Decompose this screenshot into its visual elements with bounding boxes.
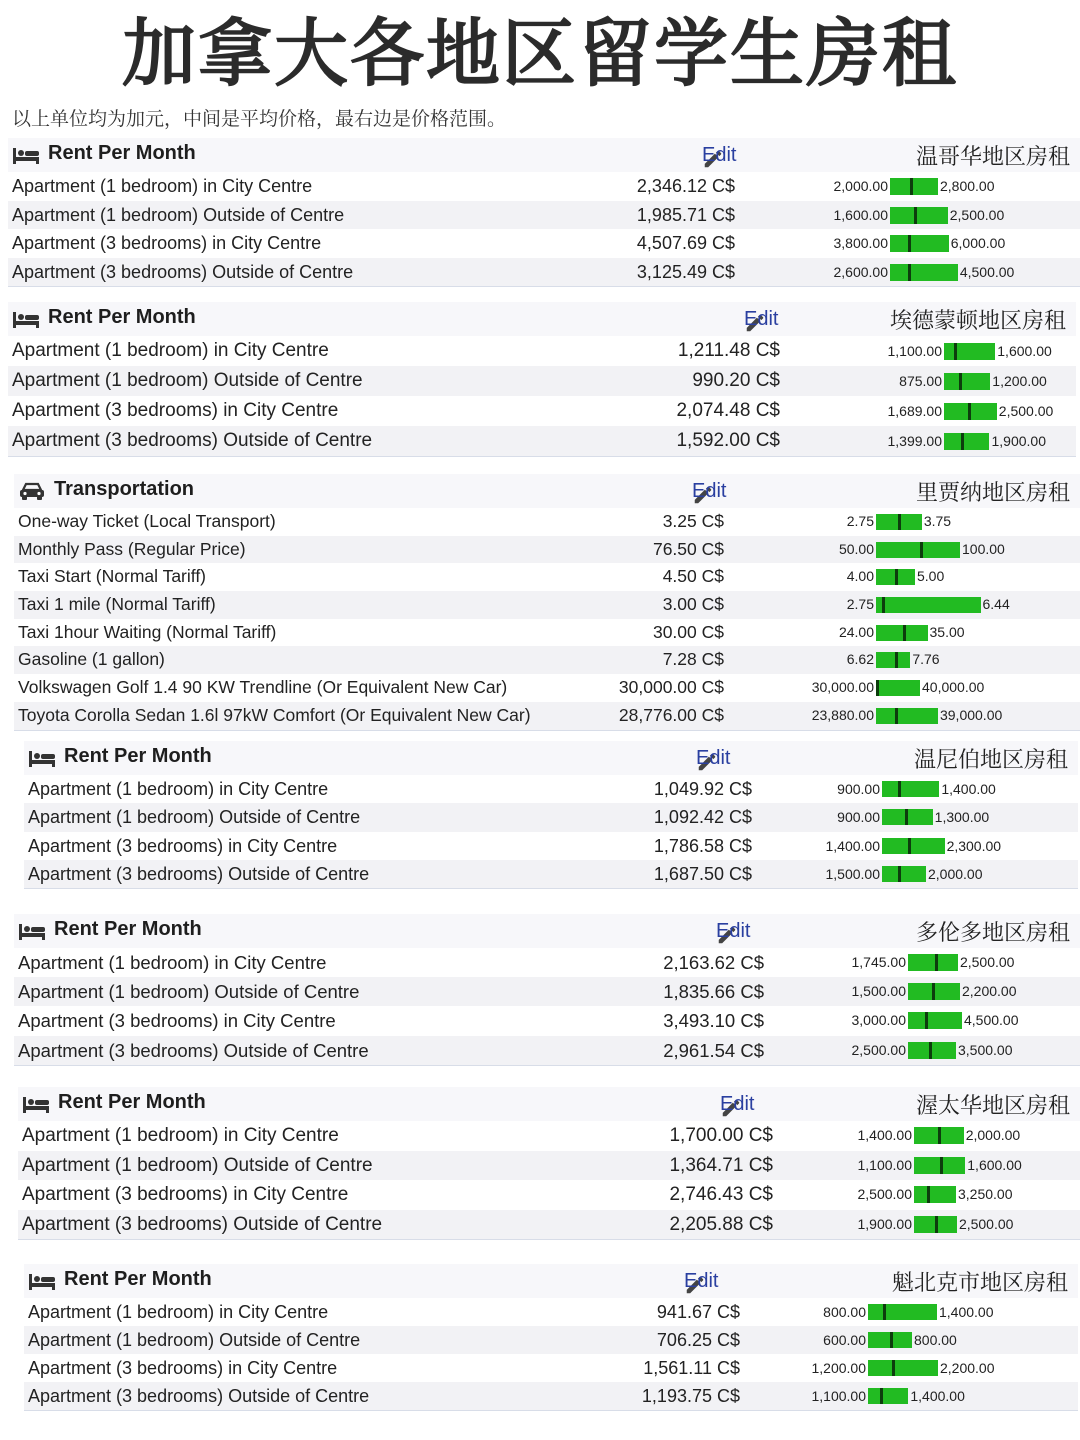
item-price: 3,493.10 C$	[663, 1010, 764, 1032]
section-header	[14, 914, 1080, 948]
item-price: 1,561.11 C$	[643, 1358, 740, 1378]
section-divider	[8, 286, 1080, 287]
item-name: Apartment (1 bedroom) in City Centre	[18, 952, 327, 973]
section-header	[8, 302, 1076, 336]
range-max: 1,400.00	[941, 781, 996, 797]
table-row	[8, 229, 1080, 258]
average-marker	[938, 1127, 941, 1144]
item-price: 76.50 C$	[652, 538, 724, 559]
section-divider	[24, 888, 1078, 889]
table-row	[14, 591, 1080, 619]
bed-icon	[18, 921, 46, 941]
bed-icon	[22, 1094, 50, 1114]
range-min: 1,200.00	[811, 1360, 866, 1376]
item-price: 7.28 C$	[662, 649, 724, 670]
item-price: 1,092.42 C$	[653, 807, 752, 828]
item-name: Taxi 1hour Waiting (Normal Tariff)	[18, 621, 277, 642]
item-name: Apartment (1 bedroom) Outside of Centre	[28, 807, 361, 828]
table-row	[24, 1298, 1078, 1326]
range-max: 1,200.00	[992, 373, 1047, 389]
edit-link[interactable]	[660, 476, 740, 506]
average-marker	[968, 403, 971, 420]
section-divider	[14, 1065, 1080, 1066]
range-bar	[868, 1388, 908, 1404]
range-max: 1,600.00	[997, 343, 1052, 359]
range-bar	[914, 1216, 957, 1233]
section-title: Rent Per Month	[64, 745, 212, 767]
item-name: Apartment (3 bedrooms) in City Centre	[12, 400, 339, 421]
item-price: 30.00 C$	[652, 621, 724, 642]
average-marker	[895, 652, 898, 668]
item-price: 2,346.12 C$	[636, 176, 735, 196]
section-title: Rent Per Month	[48, 306, 196, 328]
edit-link[interactable]	[688, 1089, 768, 1119]
region-label: 埃德蒙顿地区房租	[889, 309, 1066, 334]
item-name: Monthly Pass (Regular Price)	[18, 538, 246, 559]
average-marker	[932, 983, 935, 1000]
range-bar	[890, 264, 958, 281]
section-title: Transportation	[54, 478, 195, 500]
range-min: 1,400.00	[825, 837, 880, 854]
range-bar	[908, 954, 958, 971]
edit-link[interactable]	[670, 140, 750, 170]
table-row	[24, 860, 1078, 888]
average-marker	[898, 866, 901, 882]
range-bar	[876, 597, 981, 613]
bed-icon	[28, 748, 56, 768]
item-name: Apartment (3 bedrooms) in City Centre	[12, 233, 322, 253]
range-min: 3,800.00	[833, 235, 888, 251]
region-label: 魁北克市地区房租	[891, 1271, 1068, 1296]
section-title: Rent Per Month	[58, 1091, 206, 1113]
table-row	[24, 832, 1078, 860]
item-price: 3,125.49 C$	[636, 261, 735, 282]
range-bar	[914, 1186, 956, 1203]
bed-icon	[12, 145, 40, 165]
range-max: 2,200.00	[962, 983, 1017, 1000]
range-max: 1,900.00	[991, 433, 1046, 449]
table-row	[8, 366, 1076, 396]
edit-label: Edit	[744, 308, 779, 330]
item-price: 706.25 C$	[656, 1330, 740, 1350]
range-max: 2,500.00	[998, 403, 1054, 419]
region-label: 渥太华地区房租	[915, 1094, 1070, 1119]
section-divider	[24, 1410, 1078, 1411]
range-bar	[890, 207, 948, 224]
range-bar	[876, 625, 928, 641]
table-row	[14, 1036, 1080, 1065]
section-4	[24, 741, 1078, 888]
edit-label: Edit	[720, 1093, 755, 1115]
average-marker	[908, 838, 911, 854]
range-min: 30,000.00	[811, 679, 874, 696]
range-max: 1,400.00	[910, 1388, 965, 1404]
item-price: 990.20 C$	[692, 370, 780, 391]
range-min: 50.00	[838, 540, 874, 557]
range-min: 900.00	[837, 809, 880, 826]
item-price: 4,507.69 C$	[636, 233, 735, 253]
range-bar	[876, 569, 915, 585]
range-max: 6.44	[982, 596, 1010, 613]
average-marker	[910, 178, 913, 195]
page-subtitle: 以上单位均为加元，中间是平均价格，最右边是价格范围。	[12, 108, 507, 130]
item-name: One-way Ticket (Local Transport)	[18, 511, 276, 531]
range-max: 3,250.00	[958, 1186, 1013, 1202]
range-min: 2,000.00	[833, 178, 888, 194]
average-marker	[892, 1360, 895, 1376]
range-bar	[882, 781, 939, 797]
table-row	[14, 536, 1080, 564]
range-min: 1,100.00	[887, 343, 942, 359]
average-marker	[880, 1388, 883, 1404]
range-bar	[944, 403, 997, 420]
item-name: Apartment (1 bedroom) in City Centre	[12, 176, 313, 196]
bed-icon	[12, 309, 40, 329]
item-name: Apartment (1 bedroom) in City Centre	[28, 779, 329, 799]
average-marker	[954, 343, 957, 360]
range-max: 2,300.00	[946, 837, 1002, 854]
item-name: Toyota Corolla Sedan 1.6l 97kW Comfort (Or Equivalent New Car)	[18, 704, 531, 725]
average-marker	[935, 1216, 938, 1233]
section-title: Rent Per Month	[48, 142, 196, 164]
item-price: 2,961.54 C$	[663, 1039, 764, 1061]
range-max: 2,000.00	[965, 1127, 1021, 1143]
edit-link[interactable]	[652, 1266, 732, 1296]
table-row	[14, 508, 1080, 536]
range-bar	[914, 1127, 964, 1144]
section-2	[8, 302, 1076, 456]
item-name: Apartment (3 bedrooms) Outside of Centre	[18, 1039, 369, 1061]
range-min: 2.75	[846, 513, 874, 529]
average-marker	[898, 781, 901, 797]
item-name: Taxi 1 mile (Normal Tariff)	[18, 594, 216, 615]
range-min: 6.62	[846, 651, 874, 668]
range-max: 2,500.00	[949, 206, 1005, 223]
item-name: Apartment (3 bedrooms) Outside of Centre	[12, 430, 373, 451]
item-name: Apartment (1 bedroom) in City Centre	[22, 1125, 339, 1146]
average-marker	[920, 542, 923, 558]
range-min: 600.00	[823, 1332, 866, 1348]
range-max: 100.00	[962, 540, 1005, 557]
range-min: 24.00	[838, 623, 874, 640]
section-7	[24, 1264, 1078, 1410]
range-min: 2.75	[846, 596, 874, 613]
item-price: 2,074.48 C$	[676, 400, 780, 421]
average-marker	[890, 1332, 893, 1348]
section-header	[8, 138, 1080, 172]
item-price: 3.25 C$	[662, 511, 724, 531]
table-row	[14, 948, 1080, 977]
range-bar	[868, 1332, 912, 1348]
table-row	[18, 1121, 1080, 1151]
range-bar	[876, 542, 960, 558]
item-name: Volkswagen Golf 1.4 90 KW Trendline (Or Equivalent New Car)	[18, 677, 508, 698]
item-price: 1,786.58 C$	[653, 835, 752, 856]
range-bar	[914, 1157, 965, 1174]
average-marker	[882, 597, 885, 613]
table-row	[14, 646, 1080, 674]
region-label: 里贾纳地区房租	[915, 481, 1070, 506]
item-price: 1,985.71 C$	[636, 204, 735, 225]
range-max: 2,500.00	[958, 1215, 1014, 1232]
item-name: Gasoline (1 gallon)	[18, 649, 165, 670]
average-marker	[914, 207, 917, 224]
item-price: 1,049.92 C$	[653, 779, 752, 799]
region-label: 多伦多地区房租	[915, 921, 1070, 946]
range-bar	[944, 433, 989, 450]
car-icon	[18, 481, 46, 501]
section-3	[14, 474, 1080, 730]
range-max: 39,000.00	[939, 706, 1003, 723]
section-1	[8, 138, 1080, 286]
range-max: 35.00	[929, 623, 965, 640]
item-name: Apartment (1 bedroom) in City Centre	[28, 1302, 329, 1322]
item-price: 1,211.48 C$	[677, 340, 780, 361]
item-name: Apartment (3 bedrooms) Outside of Centre	[28, 863, 370, 884]
average-marker	[927, 1186, 930, 1203]
item-price: 1,687.50 C$	[653, 863, 752, 884]
range-max: 3,500.00	[958, 1041, 1013, 1058]
edit-link[interactable]	[712, 304, 792, 334]
item-name: Apartment (3 bedrooms) in City Centre	[28, 835, 338, 856]
table-row	[14, 563, 1080, 591]
range-max: 40,000.00	[922, 679, 985, 696]
item-name: Apartment (1 bedroom) Outside of Centre	[28, 1330, 361, 1350]
edit-label: Edit	[692, 480, 727, 502]
item-price: 1,835.66 C$	[663, 981, 764, 1003]
range-bar	[890, 235, 949, 252]
average-marker	[940, 1157, 943, 1174]
range-bar	[876, 652, 910, 668]
range-bar	[908, 1012, 962, 1029]
table-row	[14, 702, 1080, 730]
edit-link[interactable]	[684, 916, 764, 946]
range-max: 1,400.00	[939, 1304, 994, 1320]
table-row	[8, 336, 1076, 366]
range-bar	[908, 983, 960, 1000]
table-row	[8, 258, 1080, 287]
range-min: 1,100.00	[857, 1156, 912, 1173]
item-price: 941.67 C$	[656, 1302, 740, 1322]
item-price: 2,163.62 C$	[663, 952, 764, 973]
item-price: 1,364.71 C$	[669, 1154, 773, 1176]
table-row	[14, 1006, 1080, 1035]
average-marker	[935, 954, 938, 971]
table-row	[18, 1210, 1080, 1240]
range-max: 2,500.00	[959, 954, 1015, 970]
region-label: 温尼伯地区房租	[913, 748, 1068, 773]
item-name: Apartment (3 bedrooms) Outside of Centre	[12, 261, 354, 282]
range-max: 6,000.00	[950, 235, 1006, 251]
average-marker	[883, 1304, 886, 1320]
range-bar	[944, 343, 995, 360]
table-row	[24, 775, 1078, 803]
edit-label: Edit	[684, 1270, 719, 1292]
table-row	[24, 803, 1078, 831]
range-max: 7.76	[912, 651, 940, 668]
section-divider	[8, 456, 1076, 457]
range-min: 23,880.00	[811, 706, 874, 723]
region-label: 温哥华地区房租	[915, 145, 1070, 170]
item-price: 4.50 C$	[662, 566, 724, 587]
range-bar	[944, 373, 990, 390]
range-bar	[876, 680, 920, 696]
range-bar	[882, 866, 926, 882]
table-row	[18, 1180, 1080, 1210]
table-row	[18, 1151, 1080, 1181]
edit-label: Edit	[696, 747, 731, 769]
average-marker	[898, 514, 901, 530]
item-price: 3.00 C$	[662, 594, 724, 615]
item-name: Apartment (1 bedroom) in City Centre	[12, 340, 329, 361]
range-bar	[882, 838, 945, 854]
range-bar	[868, 1360, 938, 1376]
range-bar	[882, 809, 933, 825]
range-bar	[876, 708, 938, 724]
average-marker	[961, 433, 964, 450]
item-name: Apartment (3 bedrooms) Outside of Centre	[28, 1386, 370, 1406]
range-bar	[908, 1042, 956, 1059]
range-max: 2,000.00	[928, 865, 983, 882]
section-6	[18, 1087, 1080, 1239]
average-marker	[908, 264, 911, 281]
item-price: 2,746.43 C$	[669, 1184, 773, 1205]
table-row	[24, 1326, 1078, 1354]
section-title: Rent Per Month	[64, 1268, 212, 1290]
edit-link[interactable]	[664, 743, 744, 773]
range-bar	[868, 1304, 937, 1320]
item-price: 30,000.00 C$	[618, 677, 724, 698]
range-min: 1,500.00	[851, 983, 906, 1000]
edit-label: Edit	[702, 144, 737, 166]
table-row	[8, 172, 1080, 201]
item-price: 2,205.88 C$	[669, 1213, 773, 1235]
item-price: 1,592.00 C$	[676, 430, 780, 451]
table-row	[14, 977, 1080, 1006]
range-min: 1,400.00	[857, 1127, 912, 1143]
range-max: 5.00	[917, 568, 945, 585]
item-name: Taxi Start (Normal Tariff)	[18, 566, 207, 587]
range-min: 2,500.00	[857, 1186, 912, 1202]
edit-label: Edit	[716, 920, 751, 942]
item-name: Apartment (3 bedrooms) Outside of Centre	[22, 1213, 383, 1235]
section-5	[14, 914, 1080, 1065]
range-min: 875.00	[899, 373, 942, 389]
item-price: 1,193.75 C$	[641, 1386, 740, 1406]
range-min: 2,500.00	[851, 1041, 906, 1058]
average-marker	[959, 373, 962, 390]
average-marker	[895, 569, 898, 585]
item-price: 1,700.00 C$	[669, 1125, 773, 1146]
item-name: Apartment (3 bedrooms) in City Centre	[22, 1184, 349, 1205]
range-min: 900.00	[837, 781, 880, 797]
average-marker	[925, 1012, 928, 1029]
range-min: 1,600.00	[833, 206, 888, 223]
range-min: 1,689.00	[887, 403, 942, 419]
range-max: 4,500.00	[964, 1012, 1019, 1029]
range-max: 4,500.00	[959, 263, 1015, 280]
item-name: Apartment (1 bedroom) Outside of Centre	[12, 370, 363, 391]
item-name: Apartment (1 bedroom) Outside of Centre	[22, 1154, 373, 1176]
range-min: 1,500.00	[825, 865, 880, 882]
table-row	[8, 201, 1080, 230]
range-max: 2,200.00	[940, 1360, 995, 1376]
item-name: Apartment (3 bedrooms) in City Centre	[18, 1010, 336, 1032]
table-row	[14, 674, 1080, 702]
table-row	[14, 619, 1080, 647]
section-header	[24, 741, 1078, 775]
range-bar	[890, 178, 938, 195]
range-min: 800.00	[823, 1304, 866, 1320]
range-max: 1,600.00	[967, 1156, 1022, 1173]
range-min: 3,000.00	[851, 1012, 906, 1029]
item-name: Apartment (3 bedrooms) in City Centre	[28, 1358, 338, 1378]
range-min: 1,399.00	[887, 433, 942, 449]
range-min: 1,100.00	[811, 1388, 866, 1404]
average-marker	[876, 680, 879, 696]
average-marker	[929, 1042, 932, 1059]
range-min: 1,745.00	[851, 954, 906, 970]
average-marker	[905, 809, 908, 825]
item-price: 28,776.00 C$	[618, 704, 724, 725]
table-row	[8, 426, 1076, 456]
range-max: 800.00	[914, 1332, 957, 1348]
table-row	[24, 1382, 1078, 1410]
section-title: Rent Per Month	[54, 918, 202, 940]
section-divider	[14, 730, 1080, 731]
table-row	[8, 396, 1076, 426]
range-bar	[876, 514, 922, 530]
range-max: 1,300.00	[934, 809, 990, 826]
average-marker	[908, 235, 911, 252]
range-min: 4.00	[846, 568, 874, 585]
range-max: 3.75	[923, 513, 952, 529]
range-max: 2,800.00	[940, 178, 995, 194]
item-name: Apartment (1 bedroom) Outside of Centre	[18, 981, 360, 1003]
range-min: 2,600.00	[833, 263, 888, 280]
section-header	[18, 1087, 1080, 1121]
bed-icon	[28, 1271, 56, 1291]
section-divider	[18, 1239, 1080, 1240]
average-marker	[895, 708, 898, 724]
average-marker	[903, 625, 906, 641]
range-min: 1,900.00	[857, 1215, 912, 1232]
section-header	[24, 1264, 1078, 1298]
item-name: Apartment (1 bedroom) Outside of Centre	[12, 204, 345, 225]
section-header	[14, 474, 1080, 508]
table-row	[24, 1354, 1078, 1382]
page-title: 加拿大各地区留学生房租	[122, 11, 958, 97]
